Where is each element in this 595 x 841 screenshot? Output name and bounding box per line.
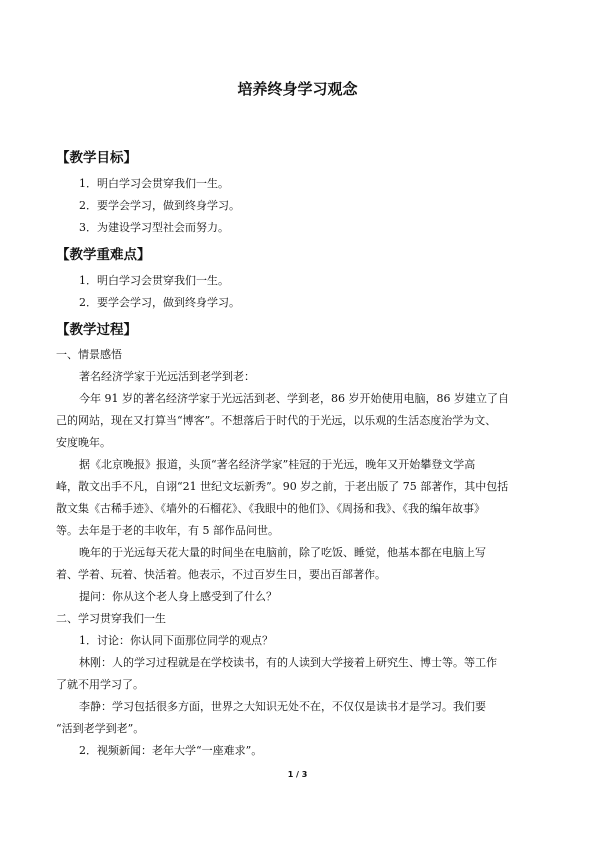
subsection-title: 二、学习贯穿我们一生 [56, 612, 166, 625]
goal-item: 3．为建设学习型社会而努力。 [79, 221, 229, 234]
paragraph-line: 安度晚年。 [56, 436, 111, 449]
goal-item: 1．明白学习会贯穿我们一生。 [79, 177, 229, 190]
section-heading-goals: 【教学目标】 [56, 150, 137, 166]
paragraph-line: “活到老学到老”。 [56, 722, 145, 735]
paragraph-line: 1．讨论：你认同下面那位同学的观点？ [79, 634, 273, 647]
paragraph-line: 己的网站，现在又打算当“博客”。不想落后于时代的于光远，以乐观的生活态度治学为文、 [56, 414, 497, 427]
paragraph-line: 着、学着、玩着、快活着。他表示，不过百岁生日，要出百部著作。 [56, 568, 386, 581]
paragraph-line: 李静：学习包括很多方面，世界之大知识无处不在，不仅仅是读书才是学习。我们要 [79, 700, 486, 713]
paragraph-line: 峰，散文出手不凡，自诩“21 世纪文坛新秀”。90 岁之前，于老出版了 75 部著作，其中包括 [56, 480, 509, 493]
paragraph-line: 等。去年是于老的丰收年，有 5 部作品问世。 [56, 524, 279, 537]
section-heading-key-points: 【教学重难点】 [56, 247, 151, 263]
question-line: 提问：你从这个老人身上感受到了什么？ [79, 590, 277, 603]
paragraph-line: 晚年的于光远每天花大量的时间坐在电脑前，除了吃饭、睡觉，他基本都在电脑上写 [79, 546, 486, 559]
document-title: 培养终身学习观念 [237, 80, 358, 98]
paragraph-line: 著名经济学家于光远活到老学到老： [79, 370, 255, 383]
paragraph-line: 散文集《古稀手迹》、《墙外的石榴花》、《我眼中的他们》、《周扬和我》、《我的编年故事》 [56, 502, 485, 515]
key-point-item: 1．明白学习会贯穿我们一生。 [79, 274, 229, 287]
key-point-item: 2．要学会学习，做到终身学习。 [79, 296, 240, 309]
paragraph-line: 了就不用学习了。 [56, 678, 144, 691]
paragraph-line: 2．视频新闻：老年大学“一座难求”。 [79, 744, 263, 757]
page-number: 1 / 3 [287, 770, 308, 779]
section-heading-process: 【教学过程】 [56, 322, 137, 338]
paragraph-line: 据《北京晚报》报道，头顶“著名经济学家”桂冠的于光远，晚年又开始攀登文学高 [79, 458, 476, 471]
paragraph-line: 林刚：人的学习过程就是在学校读书，有的人读到大学接着上研究生、博士等。等工作 [79, 656, 497, 669]
goal-item: 2．要学会学习，做到终身学习。 [79, 199, 240, 212]
paragraph-line: 今年 91 岁的著名经济学家于光远活到老、学到老，86 岁开始使用电脑，86 岁建立了自 [79, 392, 509, 405]
subsection-title: 一、情景感悟 [56, 348, 122, 361]
